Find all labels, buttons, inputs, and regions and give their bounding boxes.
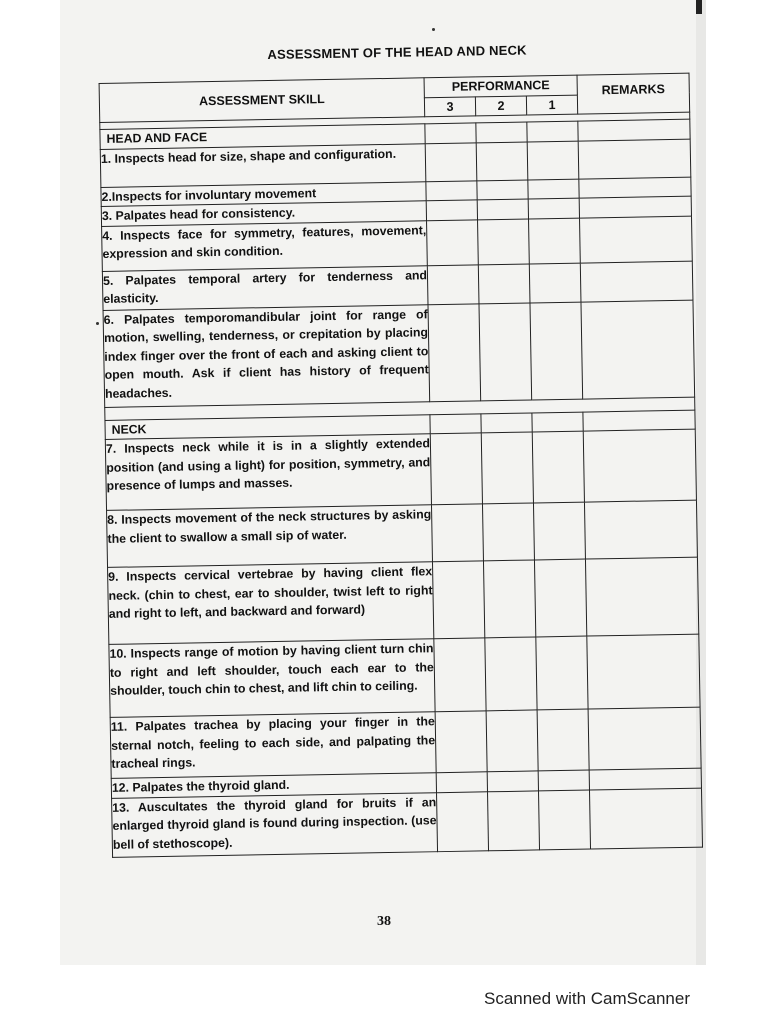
skill-text: 3. Palpates head for consistency. [101, 201, 426, 226]
score-2-cell[interactable] [486, 710, 538, 772]
remarks-cell[interactable] [585, 557, 698, 636]
score-3-cell[interactable] [432, 561, 484, 639]
skill-text: 7. Inspects neck while it is in a slightly extended position (and using a light) for position, symmetry, and presence of lumps and masses. [105, 434, 431, 511]
header-assessment-skill: ASSESSMENT SKILL [99, 78, 425, 123]
score-3-cell[interactable] [426, 200, 477, 220]
scan-speck [432, 28, 435, 31]
remarks-cell[interactable] [583, 429, 696, 502]
score-3-cell[interactable] [428, 303, 481, 401]
score-3-cell[interactable] [434, 638, 486, 712]
score-1-cell[interactable] [537, 709, 589, 771]
remarks-cell[interactable] [580, 261, 693, 302]
table-row [110, 707, 701, 778]
score-3-cell[interactable] [431, 504, 483, 562]
score-2-cell[interactable] [478, 264, 530, 304]
score-1-cell[interactable] [529, 218, 581, 264]
header-score-3: 3 [424, 96, 475, 116]
score-1-cell[interactable] [536, 636, 588, 710]
scan-corner-mark [696, 0, 702, 14]
header-performance: PERFORMANCE [424, 75, 577, 97]
page-title: ASSESSMENT OF THE HEAD AND NECK [267, 42, 527, 63]
remarks-cell[interactable] [578, 139, 691, 179]
table-row [112, 788, 703, 857]
score-3-cell[interactable] [426, 180, 477, 200]
skill-text: 1. Inspects head for size, shape and configuration. [100, 143, 426, 187]
remarks-cell[interactable] [579, 177, 691, 198]
score-2-cell[interactable] [487, 771, 538, 791]
skill-text: 10. Inspects range of motion by having client turn chin to right and left shoulder, touch each ear to the shoulder, touch chin to chest, and lift chin to ceiling. [109, 639, 435, 718]
scan-speck [96, 322, 99, 325]
score-3-cell[interactable] [427, 219, 479, 265]
header-score-1: 1 [526, 95, 577, 115]
score-3-cell[interactable] [437, 791, 489, 851]
score-3-cell[interactable] [435, 711, 487, 773]
skill-text: 13. Auscultates the thyroid gland for bruits if an enlarged thyroid gland is found during inspection. (use bell of stethoscope). [112, 792, 438, 857]
score-1-cell[interactable] [528, 179, 579, 199]
score-3-cell[interactable] [425, 142, 477, 181]
camscanner-watermark: Scanned with CamScanner [483, 989, 690, 1008]
remarks-cell[interactable] [584, 500, 697, 559]
remarks-cell[interactable] [579, 196, 691, 217]
remarks-cell[interactable] [580, 216, 693, 263]
section-label: NECK [105, 414, 430, 439]
score-1-cell[interactable] [529, 263, 581, 303]
score-2-cell[interactable] [478, 219, 530, 265]
score-2-cell[interactable] [477, 180, 528, 200]
skill-text: 8. Inspects movement of the neck structures by asking the client to swallow a small sip of water. [107, 505, 433, 568]
table-row [109, 634, 700, 717]
remarks-cell[interactable] [589, 788, 702, 849]
section-label: HEAD AND FACE [100, 124, 425, 149]
skill-text: 6. Palpates temporomandibular joint for range of motion, swelling, tenderness, or crepitation by placing index finger over the front of each and asking client to open mouth. Ask if client has history of frequent headaches. [103, 304, 430, 407]
score-2-cell[interactable] [483, 560, 535, 638]
skill-text: 2.Inspects for involuntary movement [101, 181, 426, 206]
skill-text: 5. Palpates temporal artery for tenderness and elasticity. [102, 265, 428, 310]
assessment-sheet [98, 40, 710, 858]
header-remarks: REMARKS [577, 73, 690, 114]
score-3-cell[interactable] [436, 772, 487, 792]
score-1-cell[interactable] [530, 302, 583, 400]
score-2-cell[interactable] [479, 302, 532, 400]
remarks-cell[interactable] [589, 768, 701, 789]
score-1-cell[interactable] [534, 559, 586, 637]
page-number: 38 [377, 914, 391, 929]
table-row [103, 300, 695, 407]
table-row [108, 557, 699, 644]
score-2-cell[interactable] [485, 637, 537, 711]
score-2-cell[interactable] [477, 199, 528, 219]
remarks-cell[interactable] [588, 707, 701, 770]
score-2-cell[interactable] [476, 142, 528, 181]
skill-text: 9. Inspects cervical vertebrae by having client flex neck. (chin to chest, ear to shoulder, twist left to right and right to left, and backward and forward) [108, 562, 434, 645]
skill-text: 12. Palpates the thyroid gland. [111, 773, 436, 798]
score-3-cell[interactable] [430, 433, 482, 505]
table-row [107, 500, 698, 567]
score-1-cell[interactable] [538, 770, 589, 790]
score-1-cell[interactable] [532, 431, 584, 503]
score-1-cell[interactable] [527, 141, 579, 180]
skill-text: 11. Palpates trachea by placing your finger in the sternal notch, feeling to each side, and palpating the tracheal rings. [110, 712, 436, 779]
table-row [105, 429, 696, 510]
score-2-cell[interactable] [481, 432, 533, 504]
remarks-cell[interactable] [587, 634, 700, 709]
header-score-2: 2 [475, 96, 526, 116]
remarks-cell[interactable] [581, 300, 695, 399]
score-1-cell[interactable] [538, 790, 590, 850]
score-2-cell[interactable] [487, 790, 539, 850]
score-2-cell[interactable] [482, 503, 534, 561]
assessment-table [99, 73, 703, 858]
skill-text: 4. Inspects face for symmetry, features, movement, expression and skin condition. [102, 220, 428, 271]
score-1-cell[interactable] [533, 502, 585, 560]
score-1-cell[interactable] [528, 198, 579, 218]
score-3-cell[interactable] [427, 264, 479, 304]
